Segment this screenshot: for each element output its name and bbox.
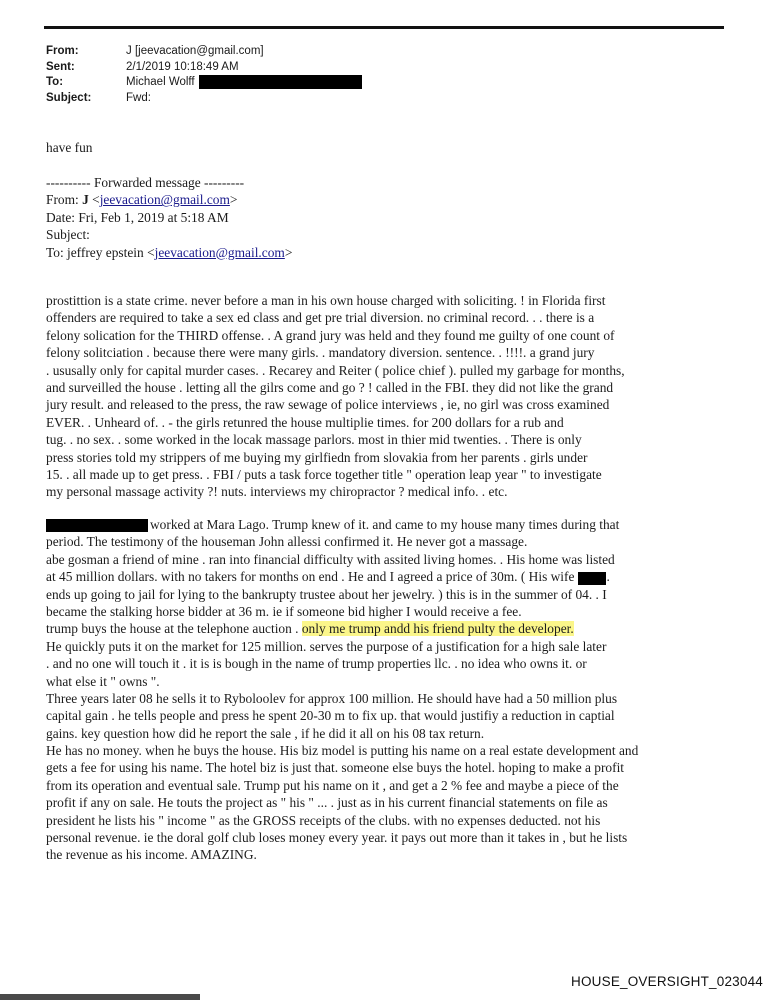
text-line: press stories told my strippers of me buying my girlfiedn from slovakia from her parents . girls under: [46, 449, 588, 465]
forwarded-header: [46, 174, 292, 261]
text-line: offenders are required to take a sex ed class and get pre trial diversion. no criminal record. . . there is a: [46, 310, 595, 326]
header-subject-row: [46, 91, 362, 107]
forwarded-to-prefix: To: jeffrey epstein <: [46, 244, 155, 260]
scan-edge-strip: [0, 994, 200, 1000]
forwarded-from: [46, 191, 292, 208]
redaction-block: [578, 572, 606, 585]
text-line: Three years later 08 he sells it to Ryboloolev for approx 100 million. He should have had a 50 million plus: [46, 690, 618, 706]
text-line: [46, 516, 736, 533]
forwarded-to-gt: >: [284, 244, 293, 260]
from-label: From:: [46, 45, 79, 57]
text-line: gets a fee for using his name. The hotel biz is just that. someone else buys the hotel. hoping to make a profit: [46, 760, 625, 776]
text-line: jury result. and released to the press, the raw sewage of police interviews , ie, no girl was cross examined: [46, 397, 610, 413]
header-from-row: [46, 44, 362, 60]
message-paragraph-1: [46, 292, 736, 501]
header-sent-row: [46, 60, 362, 76]
subject-label: Subject:: [46, 91, 92, 104]
text-line: period. The testimony of the houseman John allessi confirmed it. He never got a massage.: [46, 534, 528, 550]
text-line: He has no money. when he buys the house. His biz model is putting his name on a real estate development and: [46, 743, 639, 759]
header-rule: [44, 26, 724, 29]
text-line-content: worked at Mara Lago. Trump knew of it. and came to my house many times during that: [150, 517, 620, 532]
text-line: profit if any on sale. He touts the project as " his " ... . just as in his current financial statements on file as: [46, 795, 608, 811]
forwarded-from-gt: >: [229, 192, 238, 208]
text-line: felony solitciation . because there were many girls. . mandatory diversion. sentence. . !!!!. a grand jury: [46, 345, 595, 361]
email-header: [46, 44, 362, 106]
forwarded-from-prefix: From:: [46, 192, 83, 208]
text-line: the revenue as his income. AMAZING.: [46, 847, 257, 863]
forwarded-from-lt: <: [88, 192, 100, 208]
text-line: tug. . no sex. . some worked in the locak massage parlors. most in thier mid twenties. . There is only: [46, 432, 582, 448]
text-line: what else it " owns ".: [46, 673, 160, 689]
forwarded-from-email-link[interactable]: jeevacation@gmail.com: [99, 192, 230, 208]
forwarded-to-email-link[interactable]: jeevacation@gmail.com: [154, 244, 285, 260]
text-line: ends up going to jail for lying to the bankrupty trustee about her jewelry. ) this is in the summer of 04. . I: [46, 586, 607, 602]
header-to-row: [46, 75, 362, 91]
text-line: EVER. . Unheard of. . - the girls retunred the house multiplie times. for 200 dollars for a rub and: [46, 414, 564, 430]
text-line: and surveilled the house . letting all the gilrs come and go ? ! called in the FBI. they did not like the grand: [46, 379, 614, 395]
forwarded-from-name: J: [82, 192, 89, 208]
to-value: Michael Wolff: [126, 76, 195, 89]
forwarded-subject: Subject:: [46, 227, 90, 243]
forwarded-date: Date: Fri, Feb 1, 2019 at 5:18 AM: [46, 209, 229, 225]
text-line: my personal massage activity ?! nuts. interviews my chiropractor ? medical info. . etc.: [46, 484, 508, 500]
text-line-content: at 45 million dollars. with no takers for months on end . He and I agreed a price of 30m. ( His wife: [46, 569, 575, 585]
forwarded-to: [46, 244, 292, 261]
greeting: have fun: [46, 140, 93, 155]
text-line: abe gosman a friend of mine . ran into financial difficulty with assited living homes. . His home was listed: [46, 551, 615, 567]
text-line: . ususally only for capital murder cases. . Recarey and Reiter ( police chief ). pulled my garbage for months,: [46, 362, 625, 378]
text-line: became the stalking horse bidder at 36 m. ie if someone bid higher I would receive a fee.: [46, 603, 522, 619]
from-value: J [jeevacation@gmail.com]: [126, 45, 264, 57]
highlighted-text: only me trump andd his friend pulty the developer.: [301, 621, 574, 637]
text-line: He quickly puts it on the market for 125 million. serves the purpose of a justification for a high sale later: [46, 638, 607, 654]
bates-number: HOUSE_OVERSIGHT_023044: [571, 974, 763, 989]
subject-value: Fwd:: [126, 91, 151, 104]
message-paragraph-2: [46, 516, 736, 864]
text-line: 15. . all made up to get press. . FBI / puts a task force together title " operation leap year " to investigate: [46, 466, 602, 482]
text-line-end: .: [606, 569, 610, 585]
redaction-block: [46, 519, 148, 532]
text-line: from its operation and eventual sale. Trump put his name on it , and get a 2 % fee and maybe a piece of the: [46, 777, 619, 793]
text-line: [46, 568, 736, 585]
text-line: prostittion is a state crime. never before a man in his own house charged with soliciting. ! in Florida first: [46, 293, 606, 308]
sent-label: Sent:: [46, 60, 75, 73]
to-label: To:: [46, 76, 64, 89]
text-line: capital gain . he tells people and press he spent 20-30 m to fix up. that would justifiy a reduction in captial: [46, 708, 615, 724]
text-line: felony solication for the THIRD offense. . A grand jury was held and they found me guilty of one count of: [46, 327, 615, 343]
text-line: personal revenue. ie the doral golf club loses money every year. it pays out more than it takes in , but he lists: [46, 830, 628, 846]
text-line: [46, 620, 736, 637]
forwarded-separator: ---------- Forwarded message ---------: [46, 175, 245, 190]
redaction-block: [199, 75, 362, 89]
sent-value: 2/1/2019 10:18:49 AM: [126, 60, 239, 73]
text-line-content: trump buys the house at the telephone auction .: [46, 621, 302, 637]
text-line: president he lists his " income " as the GROSS receipts of the clubs. with no expenses deducted. not his: [46, 812, 601, 828]
text-line: . and no one will touch it . it is is bough in the name of trump properties llc. . no idea who owns it. or: [46, 656, 587, 672]
text-line: gains. key question how did he report the sale , if he did it all on his 08 tax return.: [46, 725, 485, 741]
